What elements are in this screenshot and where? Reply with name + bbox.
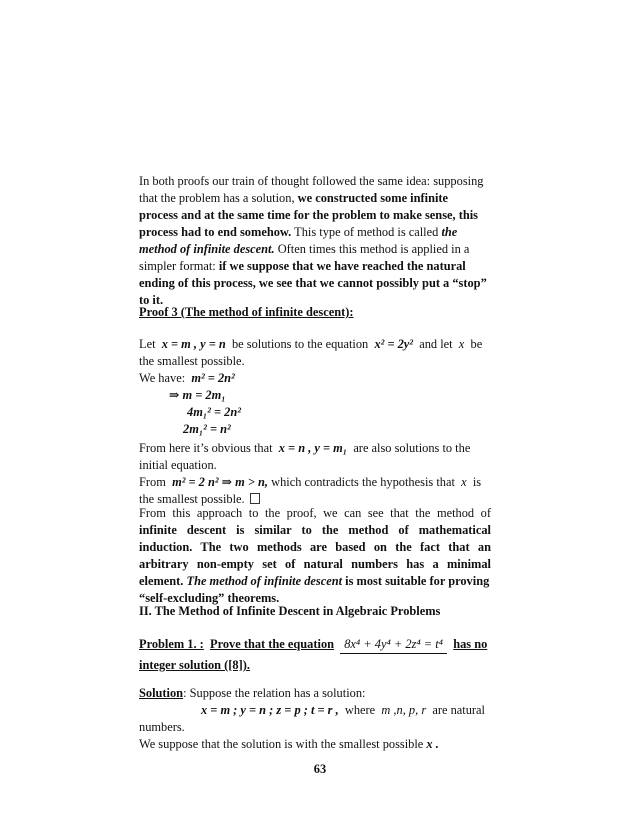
proof3-conclusion [139,440,491,508]
proof3-initial-line: initial equation. [139,458,217,472]
approach-line: arbitrary non-empty set of natural numbers has a minimal [139,557,491,571]
approach-line: From this approach to the proof, we can see that the method of [139,506,491,520]
intro-line: process and at the same time for the problem to make sense, this [139,208,478,222]
proof3-eq-line: 2m₁² = n² [183,422,231,436]
solution-line: Solution: Suppose the relation has a solution: [139,686,366,700]
proof3-obvious-line: From here it’s obvious that x = n , y = m₁ are also solutions to the [139,441,471,455]
proof3-body [139,336,491,438]
intro-line: process had to end somehow. This type of method is called the [139,225,458,239]
proof3-concl-line: the smallest possible. [139,491,491,508]
intro-paragraph [139,173,491,309]
problem1-block [139,636,491,674]
intro-line: ending of this process, we see that we cannot possibly put a “stop” [139,276,487,290]
solution-vars-line: x = m ; y = n ; z = p ; t = r , where m ,n, p, r are natural [201,703,485,717]
approach-paragraph [139,505,491,607]
proof3-smallest-line: the smallest possible. [139,354,245,368]
problem1-line: Problem 1. : Prove that the equation 8x⁴ + 4y⁴ + 2z⁴ = t⁴ has no [139,636,491,657]
problem1-line2: integer solution ([8]). [139,658,250,672]
intro-line: simpler format: if we suppose that we have reached the natural [139,259,466,273]
intro-line: In both proofs our train of thought followed the same idea: supposing [139,174,484,188]
approach-line: infinite descent is similar to the method of mathematical [139,523,491,537]
proof3-eq-line: 4m₁² = 2n² [187,405,241,419]
qed-square-icon [250,493,260,504]
solution-numbers-line: numbers. [139,720,185,734]
solution-block [139,685,491,753]
proof3-heading-block [139,304,491,321]
proof3-from-line: From m² = 2 n² ⇒ m > n, which contradicts the hypothesis that x is [139,475,482,489]
proof3-have-line: We have: m² = 2n² [139,371,235,385]
proof3-heading: Proof 3 (The method of infinite descent): [139,305,354,319]
solution-last-line: We suppose that the solution is with the smallest possible x . [139,737,439,751]
proof3-let-line: Let x = m , y = n be solutions to the equation x² = 2y² and let x be [139,337,483,351]
intro-line: to it. [139,293,164,307]
intro-line: method of infinite descent. Often times this method is applied in a [139,242,470,256]
section2-heading: II. The Method of Infinite Descent in Algebraic Problems [139,604,441,618]
problem1-equation: 8x⁴ + 4y⁴ + 2z⁴ = t⁴ [340,636,447,654]
approach-line: element. The method of infinite descent is most suitable for proving [139,574,490,588]
proof3-eq-line: ⇒ m = 2m₁ [169,388,226,402]
page-number: 63 [313,762,327,776]
section2-heading-block [139,603,491,620]
intro-line: that the problem has a solution, we constructed some infinite [139,191,449,205]
approach-line: induction. The two methods are based on the fact that an [139,540,491,554]
approach-line: “self-excluding” theorems. [139,591,280,605]
